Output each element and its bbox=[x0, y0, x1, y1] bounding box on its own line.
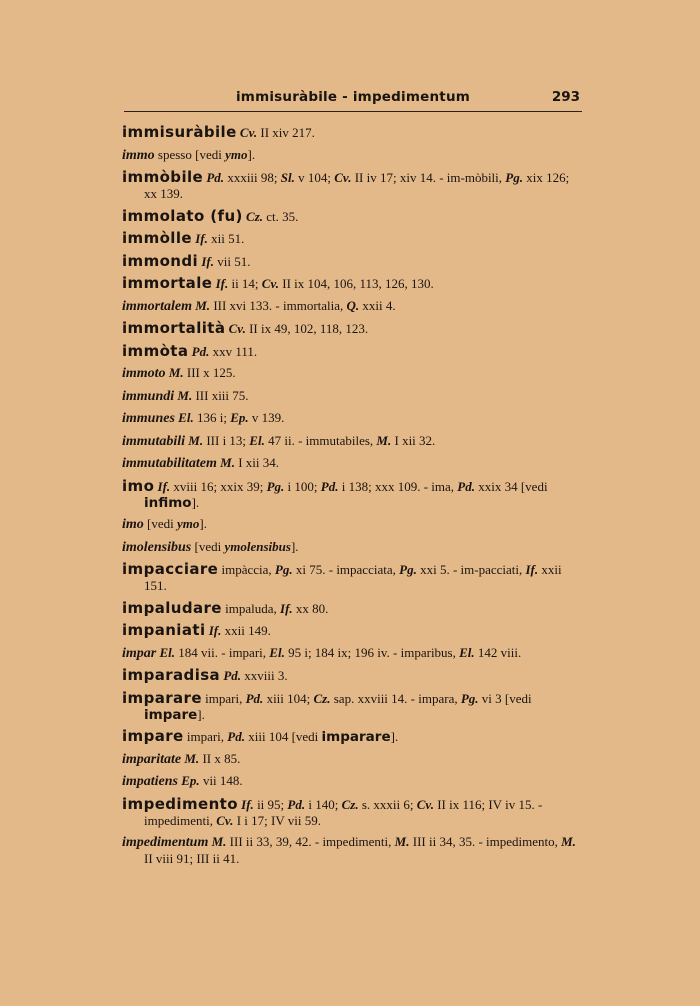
entry: impedimentum M. III ii 33, 39, 42. - impedimenti, M. III ii 34, 35. - impedimento, M. II viii 91; III ii 41. bbox=[122, 834, 576, 866]
page-number: 293 bbox=[551, 89, 580, 105]
entry-headword: immisuràbile bbox=[122, 123, 237, 141]
entry-headword: immortale bbox=[122, 274, 213, 292]
entry-headword: impaniati bbox=[122, 621, 206, 639]
entry-headword: impedimentum bbox=[122, 835, 209, 850]
entry-headword: impacciare bbox=[122, 560, 219, 578]
entry-headword: immutabili bbox=[122, 433, 186, 449]
entry: immolato (fu) Cz. ct. 35. bbox=[122, 206, 299, 225]
entry: immisuràbile Cv. II xiv 217. bbox=[122, 123, 315, 141]
entry: immòta Pd. xxv 111. bbox=[122, 341, 258, 360]
entry: imparare impari, Pd. xiii 104; Cz. sap. xxviii 14. - impara, Pg. vi 3 [vedi impare]. bbox=[122, 688, 532, 723]
header-rule bbox=[124, 111, 582, 112]
header-title: immisuràbile - impedimentum bbox=[235, 89, 471, 105]
entry: immondi If. vii 51. bbox=[122, 251, 251, 270]
entry-headword: immunes bbox=[122, 411, 175, 426]
entry: impacciare impàccia, Pg. xi 75. - impacciata, Pg. xxi 5. - im-pacciati, If. xxii 151. bbox=[122, 560, 562, 593]
entry-headword: impatiens bbox=[122, 774, 179, 789]
entry-headword: imo bbox=[122, 517, 144, 532]
entry-headword: imo bbox=[122, 476, 155, 495]
entry: immortale If. ii 14; Cv. II ix 104, 106, 113, 126, 130. bbox=[122, 274, 434, 292]
entry-headword: imparitate bbox=[122, 751, 182, 767]
entry: immunes El. 136 i; Ep. v 139. bbox=[122, 410, 285, 426]
entry: imolensibus [vedi ymolensibus]. bbox=[122, 538, 299, 555]
entry: impedimento If. ii 95; Pd. i 140; Cz. s. xxxii 6; Cv. II ix 116; IV iv 15. - impedimenti, Cv. I i 17; IV vii 59. bbox=[122, 794, 543, 828]
entry: immòbile Pd. xxxiii 98; Sl. v 104; Cv. II iv 17; xiv 14. - im-mòbili, Pg. xix 126; xx 139. bbox=[122, 168, 570, 201]
entry: impatiens Ep. vii 148. bbox=[122, 773, 243, 789]
entry-headword: immondi bbox=[122, 251, 199, 270]
running-header bbox=[124, 88, 582, 110]
entry: immutabilitatem M. I xii 34. bbox=[122, 455, 280, 471]
entry: impaniati If. xxii 149. bbox=[122, 621, 271, 639]
entry: immundi M. III xiii 75. bbox=[122, 387, 249, 404]
entry-headword: immòbile bbox=[122, 168, 204, 186]
entry: imparadisa Pd. xxviii 3. bbox=[122, 666, 288, 684]
entry: imo If. xviii 16; xxix 39; Pg. i 100; Pd. i 138; xxx 109. - ima, Pd. xxix 34 [vedi infimo]. bbox=[122, 476, 548, 511]
entry: impaludare impaluda, If. xx 80. bbox=[122, 598, 329, 617]
entry: immortalità Cv. II ix 49, 102, 118, 123. bbox=[122, 319, 369, 337]
entry-headword: immoto bbox=[122, 366, 166, 381]
entry-headword: impare bbox=[122, 727, 184, 745]
entry-headword: immòlle bbox=[122, 229, 192, 247]
entry-headword: impedimento bbox=[122, 794, 238, 813]
entry-headword: immolato (fu) bbox=[122, 206, 243, 225]
entry-headword: immortalità bbox=[122, 319, 226, 337]
entry: immo spesso [vedi ymo]. bbox=[122, 146, 256, 163]
entry-headword: immundi bbox=[122, 388, 175, 404]
entry: impare impari, Pd. xiii 104 [vedi imparare]. bbox=[122, 727, 399, 745]
entry-headword: imparare bbox=[122, 688, 202, 707]
entry-headword: immortalem bbox=[122, 298, 192, 314]
entry: immòlle If. xii 51. bbox=[122, 229, 245, 247]
entry-headword: immutabilitatem bbox=[122, 456, 217, 471]
entry: impar El. 184 vii. - impari, El. 95 i; 184 ix; 196 iv. - imparibus, El. 142 viii. bbox=[122, 644, 522, 661]
entry: immoto M. III x 125. bbox=[122, 365, 236, 381]
entry-headword: impaludare bbox=[122, 598, 222, 617]
entry: imparitate M. II x 85. bbox=[122, 750, 241, 767]
entry-headword: immòta bbox=[122, 341, 189, 360]
entry-list bbox=[122, 124, 584, 873]
entry: immortalem M. III xvi 133. - immortalia, Q. xxii 4. bbox=[122, 297, 396, 314]
entry-headword: imparadisa bbox=[122, 666, 221, 684]
entry-headword: imolensibus bbox=[122, 539, 192, 555]
entry-headword: immo bbox=[122, 147, 155, 163]
entry-headword: impar bbox=[122, 645, 157, 661]
entry: imo [vedi ymo]. bbox=[122, 516, 207, 532]
entry: immutabili M. III i 13; El. 47 ii. - immutabiles, M. I xii 32. bbox=[122, 432, 436, 449]
